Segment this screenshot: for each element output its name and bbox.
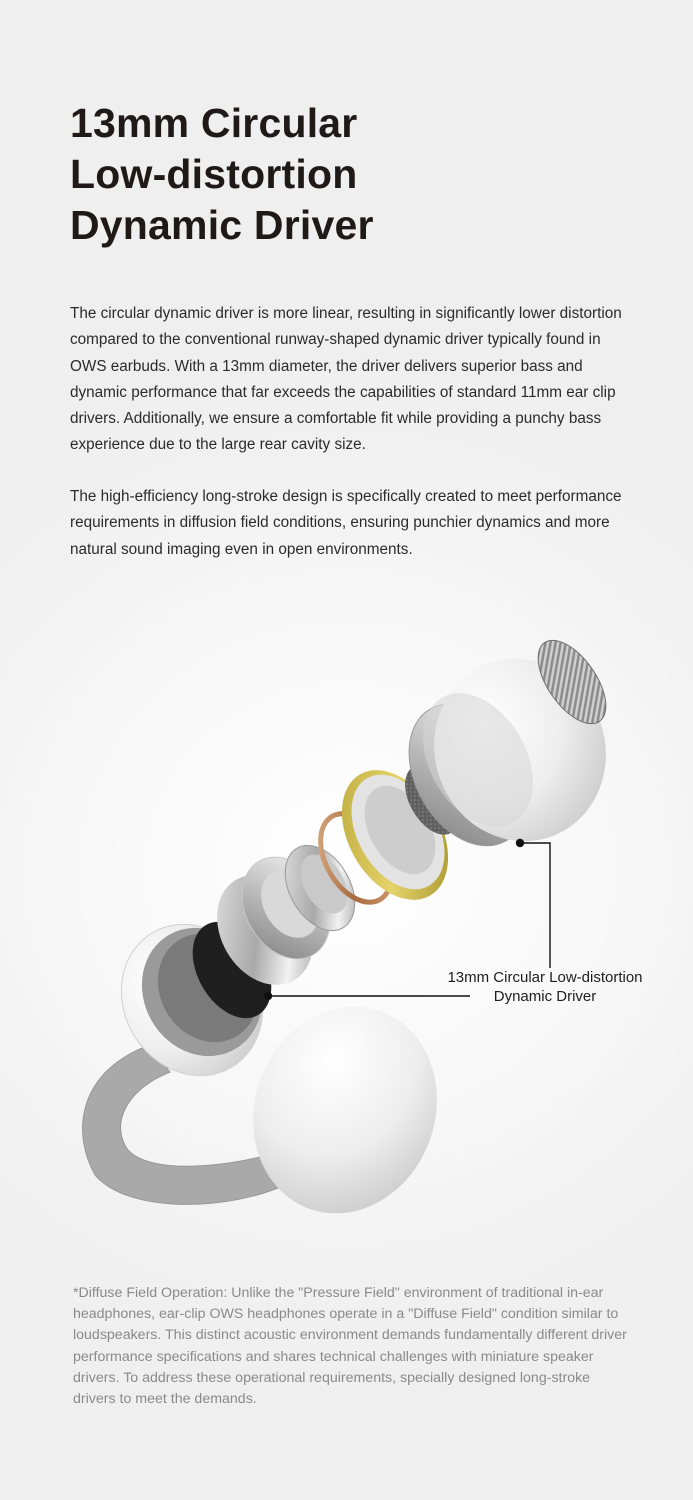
page-title xyxy=(70,98,630,251)
description-paragraph-2: The high-efficiency long-stroke design is specifically created to meet performance requirements in diffusion field conditions, ensuring punchier dynamics and more natural sound imaging even in open environments. xyxy=(70,488,622,558)
callout-line-1 xyxy=(520,843,550,968)
title-line-2: Low-distortion xyxy=(70,151,358,197)
title-line-3: Dynamic Driver xyxy=(70,202,374,248)
exploded-driver-illustration xyxy=(0,600,693,1240)
title-line-1: 13mm Circular xyxy=(70,100,358,146)
description-paragraph-1: The circular dynamic driver is more linear, resulting in significantly lower distortion compared to the conventional runway-shaped dynamic driver typically found in OWS earbuds. With a 13mm diameter, the driver delivers superior bass and dynamic performance that far exceeds the capabilities of standard 11mm ear clip drivers. Additionally, we ensure a comfortable fit while providing a punchy bass experience due to the large rear cavity size. xyxy=(70,305,622,454)
footnote: *Diffuse Field Operation: Unlike the "Pressure Field" environment of traditional in-ear headphones, ear-clip OWS headphones operate in a "Diffuse Field" condition similar to loudspeakers. This distinct acoustic environment demands fundamentally different driver performance specifications and shares technical challenges with miniature speaker drivers. To address these operational requirements, specially designed long-stroke drivers to meet the demands. xyxy=(73,1285,627,1408)
callout-line-text-1: 13mm Circular Low-distortion xyxy=(447,969,643,986)
callout-line-text-2: Dynamic Driver xyxy=(493,988,597,1005)
driver-callout-label xyxy=(420,968,670,1006)
